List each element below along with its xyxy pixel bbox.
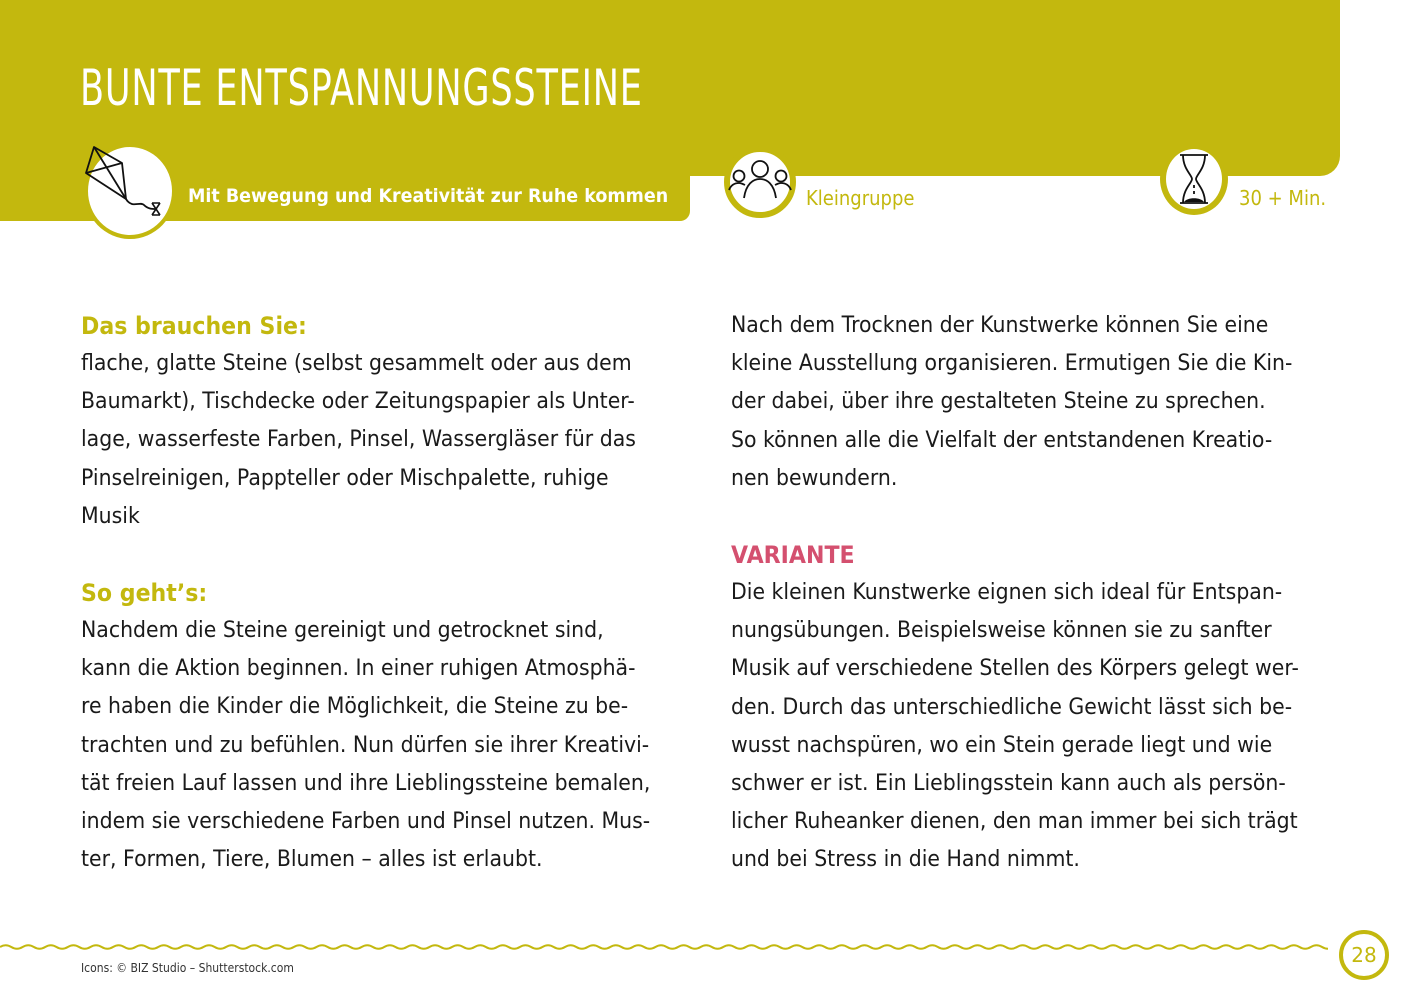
text-line: schwer er ist. Ein Lieblingsstein kann auch als persön- — [731, 771, 1286, 797]
text-line: ter, Formen, Tiere, Blumen – alles ist erlaubt. — [81, 847, 543, 873]
hourglass-icon — [1174, 151, 1214, 207]
exhibition-text — [731, 307, 1351, 498]
howto-text — [81, 612, 701, 879]
materials-heading: Das brauchen Sie: — [81, 312, 307, 340]
text-line: indem sie verschiedene Farben und Pinsel nutzen. Mus- — [81, 809, 651, 835]
text-line: nen bewundern. — [731, 465, 898, 491]
text-line: Pinselreinigen, Pappteller oder Mischpalette, ruhige — [81, 465, 609, 491]
text-line: trachten und zu befühlen. Nun dürfen sie ihrer Kreativi- — [81, 732, 650, 758]
group-size-label: Kleingruppe — [806, 186, 915, 210]
text-line: kleine Ausstellung organisieren. Ermutigen Sie die Kin- — [731, 351, 1293, 377]
kite-badge — [84, 143, 176, 239]
page-number: 28 — [1339, 930, 1389, 980]
text-line: Die kleinen Kunstwerke eignen sich ideal für Entspan- — [731, 580, 1283, 606]
variant-heading: VARIANTE — [731, 541, 855, 570]
text-line: licher Ruheanker dienen, den man immer bei sich trägt — [731, 809, 1298, 835]
howto-heading: So geht’s: — [81, 579, 208, 608]
duration-label: 30 + Min. — [1239, 186, 1327, 210]
text-line: tät freien Lauf lassen und ihre Lieblingssteine bemalen, — [81, 770, 651, 796]
text-line: Musik auf verschiedene Stellen des Körpers gelegt wer- — [731, 656, 1299, 682]
text-line: re haben die Kinder die Möglichkeit, die Steine zu be- — [81, 694, 629, 720]
left-column — [81, 307, 701, 879]
text-line: lage, wasserfeste Farben, Pinsel, Wassergläser für das — [81, 427, 636, 453]
wavy-divider — [0, 941, 1328, 953]
text-line: der dabei, über ihre gestalteten Steine zu sprechen. — [731, 389, 1266, 415]
text-line: wusst nachspüren, wo ein Stein gerade liegt und wie — [731, 732, 1273, 758]
page-title: BUNTE ENTSPANNUNGSSTEINE — [80, 59, 643, 117]
text-line: und bei Stress in die Hand nimmt. — [731, 847, 1080, 873]
text-line: Musik — [81, 503, 140, 529]
text-line: flache, glatte Steine (selbst gesammelt oder aus dem — [81, 351, 632, 376]
text-line: kann die Aktion beginnen. In einer ruhigen Atmosphä- — [81, 656, 636, 682]
text-line: den. Durch das unterschiedliche Gewicht lässt sich be- — [731, 694, 1293, 720]
duration-badge — [1160, 143, 1228, 215]
materials-text — [81, 345, 701, 536]
text-line: nungsübungen. Beispielsweise können sie zu sanfter — [731, 618, 1272, 644]
right-column — [731, 307, 1351, 880]
text-line: So können alle die Vielfalt der entstandenen Kreatio- — [731, 427, 1273, 453]
kite-icon — [82, 143, 170, 235]
activity-subtitle: Mit Bewegung und Kreativität zur Ruhe kommen — [188, 185, 669, 207]
text-line: Nachdem die Steine gereinigt und getrocknet sind, — [81, 618, 604, 644]
text-line: Baumarkt), Tischdecke oder Zeitungspapier als Unter- — [81, 389, 635, 415]
variant-text — [731, 574, 1351, 880]
text-line: Nach dem Trocknen der Kunstwerke können Sie eine — [731, 313, 1269, 338]
group-badge — [724, 146, 796, 218]
group-icon — [727, 158, 793, 208]
icon-credit: Icons: © BIZ Studio – Shutterstock.com — [81, 961, 294, 975]
